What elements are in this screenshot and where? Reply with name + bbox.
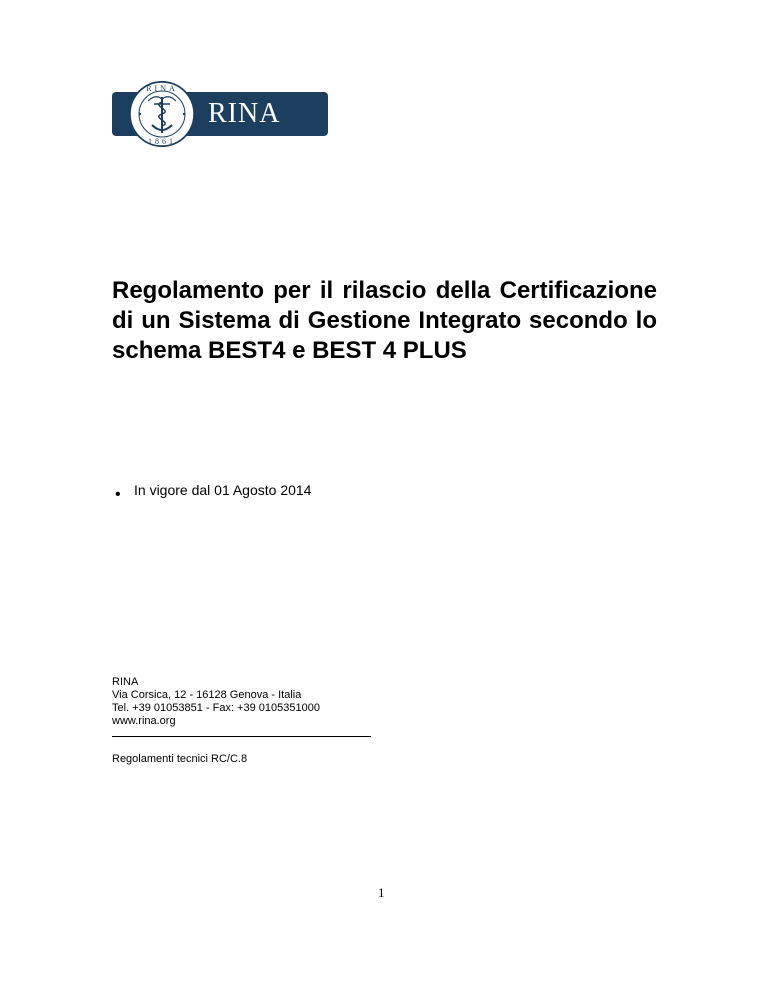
document-title: Regolamento per il rilascio della Certificazione di un Sistema di Gestione Integrato secondo lo schema BEST4 e BEST 4 PLUS	[112, 277, 657, 364]
seal-bottom-text: 1861	[148, 137, 176, 146]
effective-date-text: In vigore dal 01 Agosto 2014	[134, 482, 312, 498]
contact-name: RINA	[112, 676, 139, 688]
page-number: 1	[378, 885, 385, 900]
bullet-icon: •	[115, 486, 121, 503]
contact-phone-fax: Tel. +39 01053851 - Fax: +39 0105351000	[112, 702, 320, 714]
document-reference: Regolamenti tecnici RC/C.8	[112, 753, 248, 765]
rina-seal-icon	[127, 79, 197, 149]
seal-top-text: RINA	[146, 84, 178, 93]
contact-website: www.rina.org	[112, 715, 176, 727]
rina-logo	[112, 84, 328, 146]
contact-block	[112, 676, 320, 728]
divider	[112, 736, 371, 737]
logo-brand-text: RINA	[208, 98, 281, 129]
contact-address: Via Corsica, 12 - 16128 Genova - Italia	[112, 689, 302, 701]
